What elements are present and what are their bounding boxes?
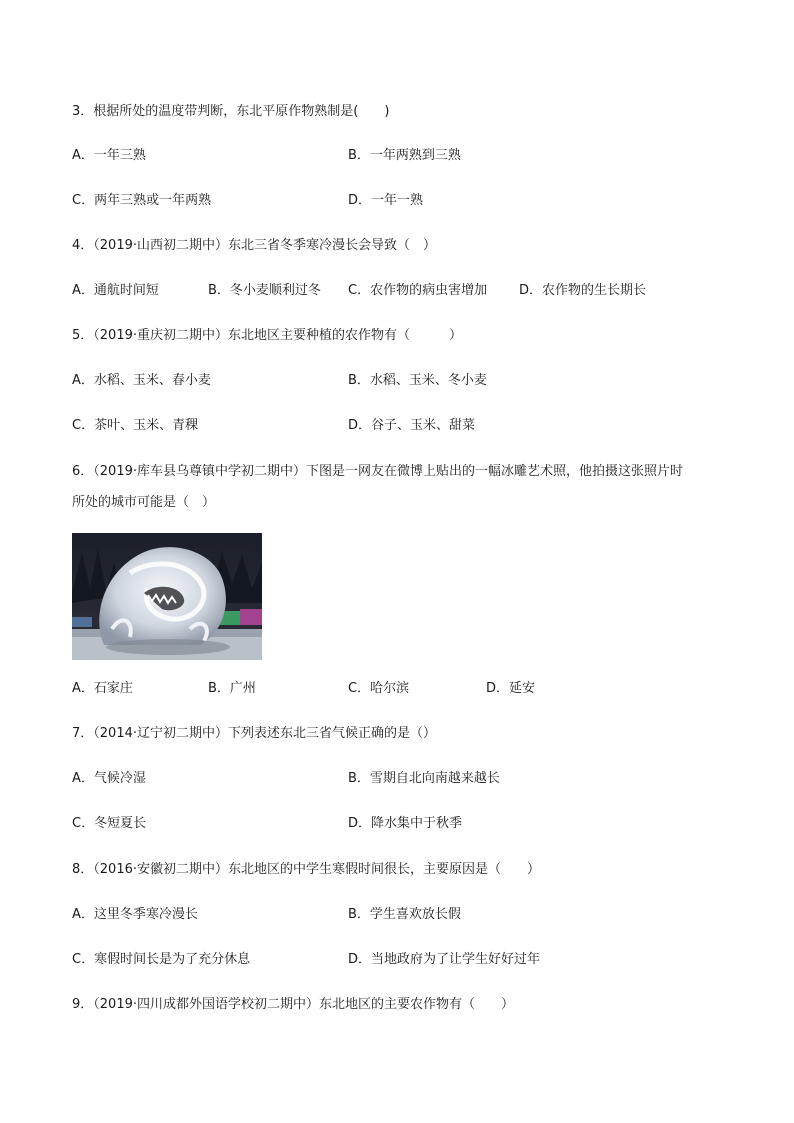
question-6-option-c: C．哈尔滨	[348, 681, 410, 696]
question-5-option-b: B．水稻、玉米、冬小麦	[348, 373, 487, 388]
question-3-option-d: D．一年一熟	[348, 193, 424, 208]
question-4-option-d: D．农作物的生长期长	[519, 283, 647, 298]
question-5-option-c: C．茶叶、玉米、青稞	[72, 418, 199, 433]
question-6-option-d: D．延安	[486, 681, 536, 696]
question-7-option-b: B．雪期自北向南越来越长	[348, 771, 500, 786]
question-4-stem: 4．（2019·山西初二期中）东北三省冬季寒冷漫长会导致（ ）	[72, 238, 436, 253]
question-4-option-a: A．通航时间短	[72, 283, 159, 298]
question-6-stem-line-2: 所处的城市可能是（ ）	[72, 495, 216, 510]
question-5-option-a: A．水稻、玉米、春小麦	[72, 373, 211, 388]
question-7-option-d: D．降水集中于秋季	[348, 816, 463, 831]
question-6-stem-line-1: 6．（2019·库车县乌尊镇中学初二期中）下图是一网友在微博上贴出的一幅冰雕艺术照，他拍摄这张照片时	[72, 464, 683, 479]
question-3-stem: 3．根据所处的温度带判断，东北平原作物熟制是( )	[72, 104, 390, 119]
question-6-option-a: A．石家庄	[72, 681, 133, 696]
question-8-option-a: A．这里冬季寒冷漫长	[72, 907, 198, 922]
question-7-option-a: A．气候冷湿	[72, 771, 146, 786]
question-5-stem: 5．（2019·重庆初二期中）东北地区主要种植的农作物有（ ）	[72, 328, 462, 343]
question-8-stem: 8．（2016·安徽初二期中）东北地区的中学生寒假时间很长，主要原因是（ ）	[72, 862, 540, 877]
question-8-option-d: D．当地政府为了让学生好好过年	[348, 952, 541, 967]
question-6-option-b: B．广州	[208, 681, 256, 696]
question-7-stem: 7．（2014·辽宁初二期中）下列表述东北三省气候正确的是（）	[72, 726, 436, 741]
question-7-option-c: C．冬短夏长	[72, 816, 147, 831]
question-3-option-c: C．两年三熟或一年两熟	[72, 193, 212, 208]
question-8-option-c: C．寒假时间长是为了充分休息	[72, 952, 251, 967]
question-4-option-c: C．农作物的病虫害增加	[348, 283, 488, 298]
question-3-option-b: B．一年两熟到三熟	[348, 148, 461, 163]
question-8-option-b: B．学生喜欢放长假	[348, 907, 461, 922]
question-3-option-a: A．一年三熟	[72, 148, 146, 163]
question-4-option-b: B．冬小麦顺利过冬	[208, 283, 321, 298]
question-5-option-d: D．谷子、玉米、甜菜	[348, 418, 476, 433]
ice-sculpture-photo	[72, 533, 262, 660]
question-9-stem: 9．（2019·四川成都外国语学校初二期中）东北地区的主要农作物有（ ）	[72, 997, 514, 1012]
